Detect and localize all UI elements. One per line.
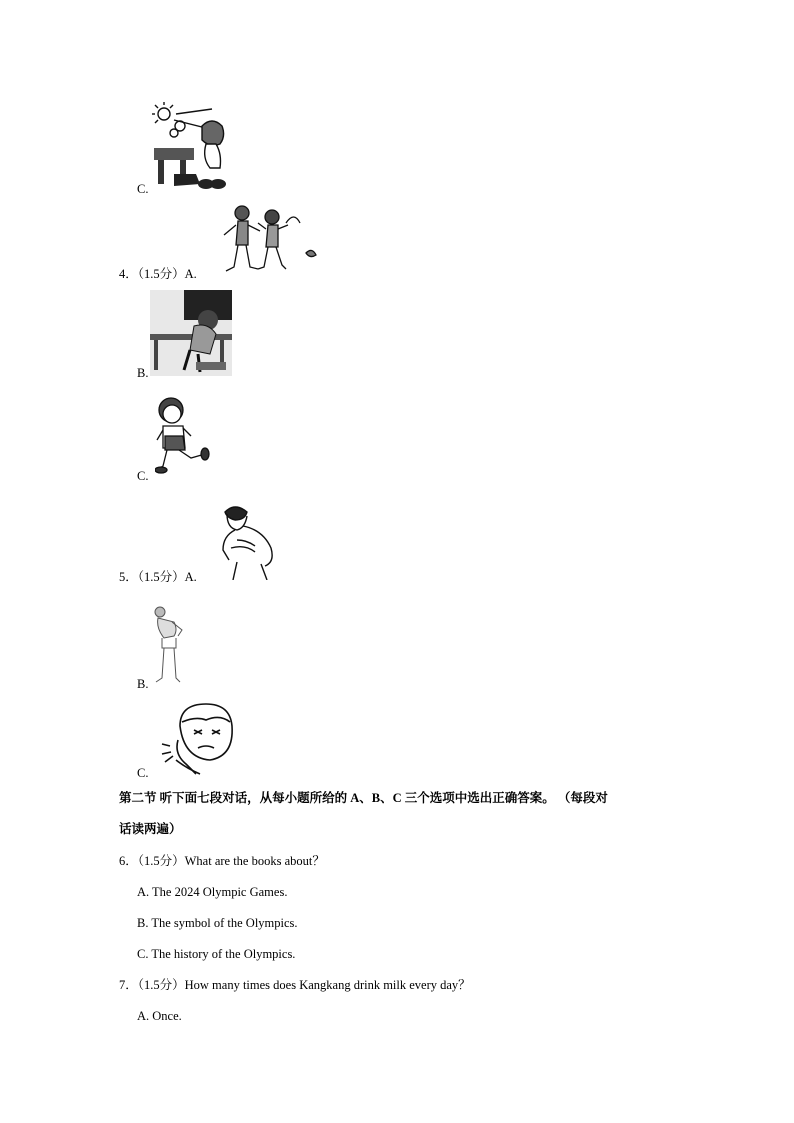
q6-option-a: A. The 2024 Olympic Games. — [137, 885, 288, 899]
q5-stem-prefix: 5．（1.5分）A. — [119, 570, 197, 584]
q4-option-b-label: B. — [137, 366, 149, 380]
q7-option-a: A. Once. — [137, 1009, 182, 1023]
q6-stem: 6．（1.5分）What are the books about？ — [119, 854, 325, 868]
q6-option-c: C. The history of the Olympics. — [137, 947, 296, 961]
section-2-instruction-line2: 话读两遍） — [119, 822, 182, 836]
q4-stem-prefix: 4．（1.5分）A. — [119, 267, 197, 281]
backache-icon — [150, 604, 188, 686]
q4-option-c-label: C. — [137, 469, 149, 483]
q5-option-c-label: C. — [137, 766, 149, 780]
q7-stem: 7．（1.5分）How many times does Kangkang drink milk every day？ — [119, 978, 471, 992]
q6-option-b: B. The symbol of the Olympics. — [137, 916, 298, 930]
section-2-instruction-line1: 第二节 听下面七段对话，从每小题所给的 A、B、C 三个选项中选出正确答案。 （每段对 — [119, 791, 608, 805]
q3-option-c-label: C. — [137, 182, 149, 196]
girl-studying-sun-icon — [150, 100, 230, 192]
boy-desk-icon — [150, 290, 232, 376]
kids-playing-icon — [220, 203, 324, 278]
stomachache-icon — [219, 502, 277, 580]
q5-option-b-label: B. — [137, 677, 149, 691]
boy-running-icon — [155, 396, 211, 478]
toothache-icon — [160, 700, 236, 776]
